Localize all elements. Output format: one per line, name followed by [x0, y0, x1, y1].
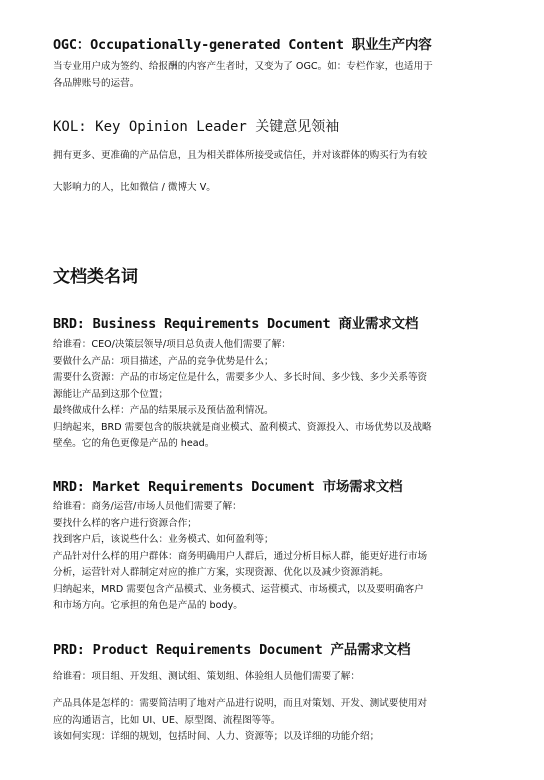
mrd-paragraph	[53, 499, 493, 615]
mrd-line-4: 产品针对什么样的用户群体：商务明确用户人群后，通过分析目标人群，能更好进行市场	[53, 550, 428, 562]
kol-paragraph-2	[53, 180, 493, 197]
prd-heading: PRD: Product Requirements Document 产品需求文档	[53, 642, 411, 658]
prd-line-1: 产品具体是怎样的：需要简洁明了地对产品进行说明，而且对策划、开发、测试要使用对	[53, 698, 428, 709]
kol-heading: KOL: Key Opinion Leader 关键意见领袖	[53, 119, 340, 135]
prd-audience	[53, 669, 493, 686]
ogc-heading: OGC：Occupationally-generated Content 职业生产内容	[53, 37, 432, 53]
prd-paragraph	[53, 696, 493, 746]
prd-audience-line: 给谁看：项目组、开发组、测试组、策划组、体验组人员他们需要了解：	[53, 671, 360, 682]
brd-line-5: 最终做成什么样：产品的结果展示及预估盈利情况。	[53, 405, 274, 416]
mrd-line-2: 要找什么样的客户进行资源合作；	[53, 517, 197, 529]
mrd-line-7: 和市场方向。它承担的角色是产品的 body。	[53, 600, 243, 611]
brd-line-2: 要做什么产品：项目描述，产品的竞争优势是什么；	[53, 355, 274, 367]
prd-line-2: 应的沟通语言，比如 UI、UE、原型图、流程图等等。	[53, 714, 281, 726]
kol-line-2: 大影响力的人，比如微信 / 微博大 V。	[53, 182, 216, 193]
ogc-line-2: 各品牌账号的运营。	[53, 77, 140, 89]
ogc-paragraph	[53, 59, 493, 92]
mrd-heading: MRD: Market Requirements Document 市场需求文档	[53, 479, 403, 495]
prd-line-3: 该如何实现：详细的规划，包括时间、人力、资源等；以及详细的功能介绍；	[53, 731, 380, 742]
mrd-line-6: 归纳起来，MRD 需要包含产品模式、业务模式、运营模式、市场模式，以及要明确客户	[53, 583, 424, 595]
brd-line-4: 源能让产品到这那个位置；	[53, 388, 169, 400]
brd-paragraph	[53, 337, 493, 453]
kol-paragraph-1	[53, 148, 493, 165]
kol-line-1: 拥有更多、更准确的产品信息，且为相关群体所接受或信任，并对该群体的购买行为有较	[53, 150, 428, 161]
section-title: 文档类名词	[53, 267, 138, 287]
mrd-line-5: 分析，运营针对人群制定对应的推广方案，实现资源、优化以及减少资源消耗。	[53, 567, 389, 578]
brd-line-3: 需要什么资源：产品的市场定位是什么，需要多少人、多长时间、多少钱、多少关系等资	[53, 372, 428, 383]
mrd-line-1: 给谁看：商务/运营/市场人员他们需要了解：	[53, 501, 242, 512]
brd-line-1: 给谁看：CEO/决策层领导/项目总负责人他们需要了解：	[53, 339, 291, 350]
brd-heading: BRD: Business Requirements Document 商业需求文档	[53, 316, 419, 332]
brd-line-6: 归纳起来，BRD 需要包含的版块就是商业模式、盈利模式、资源投入、市场优势以及战略	[53, 421, 432, 433]
ogc-line-1: 当专业用户成为签约、给报酬的内容产生者时，又变为了 OGC。如：专栏作家，也适用于	[53, 61, 433, 72]
brd-line-7: 壁垒。它的角色更像是产品的 head。	[53, 438, 215, 449]
mrd-line-3: 找到客户后，该说些什么：业务模式、如何盈利等；	[53, 534, 274, 545]
